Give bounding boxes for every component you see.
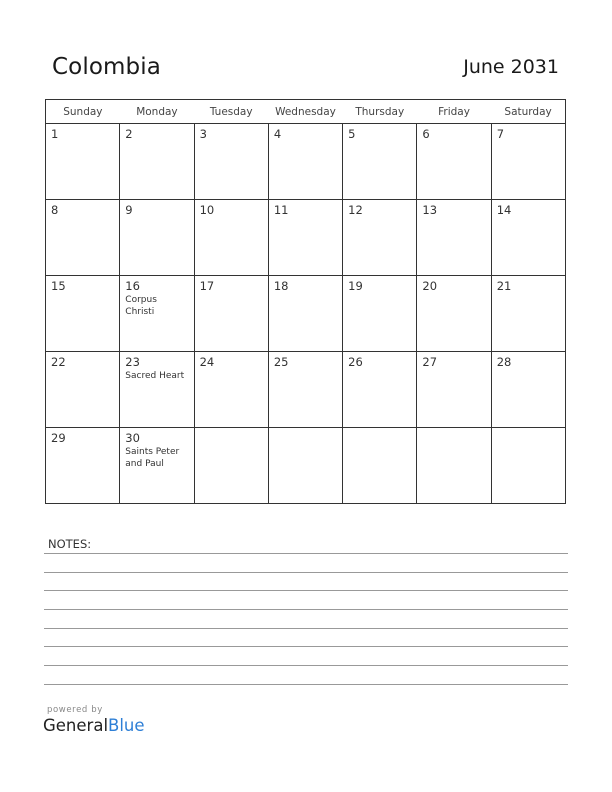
weekday-header: Wednesday [268, 100, 342, 124]
calendar-day-cell [417, 200, 491, 276]
day-number: 1 [51, 127, 59, 141]
weekday-header: Tuesday [194, 100, 268, 124]
note-line [44, 646, 568, 647]
day-number: 9 [125, 203, 133, 217]
note-line [44, 590, 568, 591]
note-line [44, 609, 568, 610]
brand-logo-general: General [43, 716, 109, 735]
weekday-header: Saturday [491, 100, 565, 124]
day-number: 4 [273, 127, 282, 141]
day-number: 23 [125, 355, 140, 369]
day-number: 28 [496, 355, 512, 369]
day-number: 17 [199, 279, 215, 293]
day-number: 27 [422, 355, 438, 369]
calendar-day-cell [194, 124, 268, 200]
calendar-day-cell [46, 124, 120, 200]
weekday-header: Thursday [343, 100, 417, 124]
calendar-day-cell [268, 276, 342, 352]
calendar-day-cell [120, 428, 194, 504]
day-number: 25 [273, 355, 289, 369]
day-number: 18 [273, 279, 289, 293]
note-line [44, 628, 568, 629]
day-number: 21 [496, 279, 512, 293]
day-number: 19 [348, 279, 363, 293]
brand-logo [43, 716, 145, 735]
day-number: 22 [51, 355, 66, 369]
calendar-day-cell [120, 276, 194, 352]
holiday-label: Sacred Heart [125, 371, 185, 381]
calendar-day-cell [268, 200, 342, 276]
calendar-day-cell [120, 124, 194, 200]
day-number: 3 [199, 127, 207, 141]
day-number: 30 [125, 431, 140, 445]
day-number: 7 [496, 127, 505, 141]
day-number: 26 [348, 355, 363, 369]
weekday-header: Monday [120, 100, 194, 124]
calendar-day-cell [343, 124, 417, 200]
calendar-day-cell [417, 428, 491, 504]
note-line [44, 665, 568, 666]
calendar-day-cell [194, 428, 268, 504]
day-number: 13 [422, 203, 438, 217]
day-number: 29 [51, 431, 66, 445]
calendar-day-cell [268, 124, 342, 200]
weekday-header: Friday [417, 100, 491, 124]
calendar-body [46, 124, 566, 504]
calendar-day-cell [491, 124, 565, 200]
calendar-day-cell [120, 200, 194, 276]
calendar-day-cell [491, 428, 565, 504]
weekday-header: Sunday [46, 100, 120, 124]
calendar-day-cell [46, 200, 120, 276]
calendar-day-cell [194, 276, 268, 352]
day-number: 15 [51, 279, 66, 293]
calendar-day-cell [491, 352, 565, 428]
day-number: 11 [273, 203, 289, 217]
calendar-week-row [46, 352, 566, 428]
calendar-day-cell [417, 352, 491, 428]
day-number: 12 [348, 203, 363, 217]
day-number: 6 [422, 127, 430, 141]
weekday-header-row [46, 100, 566, 124]
calendar-day-cell [343, 352, 417, 428]
day-number: 16 [125, 279, 140, 293]
powered-by-text: powered by [47, 705, 103, 715]
calendar-day-cell [120, 352, 194, 428]
day-number: 14 [496, 203, 512, 217]
notes-label: NOTES: [48, 537, 92, 551]
calendar-day-cell [343, 200, 417, 276]
calendar-month-title: June 2031 [463, 56, 559, 78]
calendar-day-cell [491, 276, 565, 352]
note-line [44, 572, 568, 573]
calendar-week-row [46, 200, 566, 276]
day-number: 2 [125, 127, 133, 141]
calendar-day-cell [268, 352, 342, 428]
calendar-day-cell [46, 428, 120, 504]
calendar-day-cell [46, 276, 120, 352]
calendar-day-cell [417, 276, 491, 352]
calendar-country-title: Colombia [52, 54, 161, 80]
calendar-day-cell [343, 276, 417, 352]
day-number: 8 [51, 203, 59, 217]
calendar-week-row [46, 124, 566, 200]
note-line [44, 684, 568, 685]
day-number: 5 [348, 127, 356, 141]
calendar-day-cell [491, 200, 565, 276]
calendar-day-cell [343, 428, 417, 504]
calendar-week-row [46, 428, 566, 504]
brand-logo-blue: Blue [108, 716, 145, 735]
day-number: 20 [422, 279, 438, 293]
note-line [44, 553, 568, 554]
calendar-day-cell [46, 352, 120, 428]
calendar-day-cell [194, 352, 268, 428]
day-number: 10 [199, 203, 215, 217]
calendar-day-cell [417, 124, 491, 200]
calendar-grid [45, 99, 566, 504]
calendar-day-cell [194, 200, 268, 276]
calendar-week-row [46, 276, 566, 352]
calendar-day-cell [268, 428, 342, 504]
holiday-label: Corpus Christi [125, 295, 157, 317]
holiday-label: Saints Peter and Paul [125, 447, 180, 469]
day-number: 24 [199, 355, 215, 369]
